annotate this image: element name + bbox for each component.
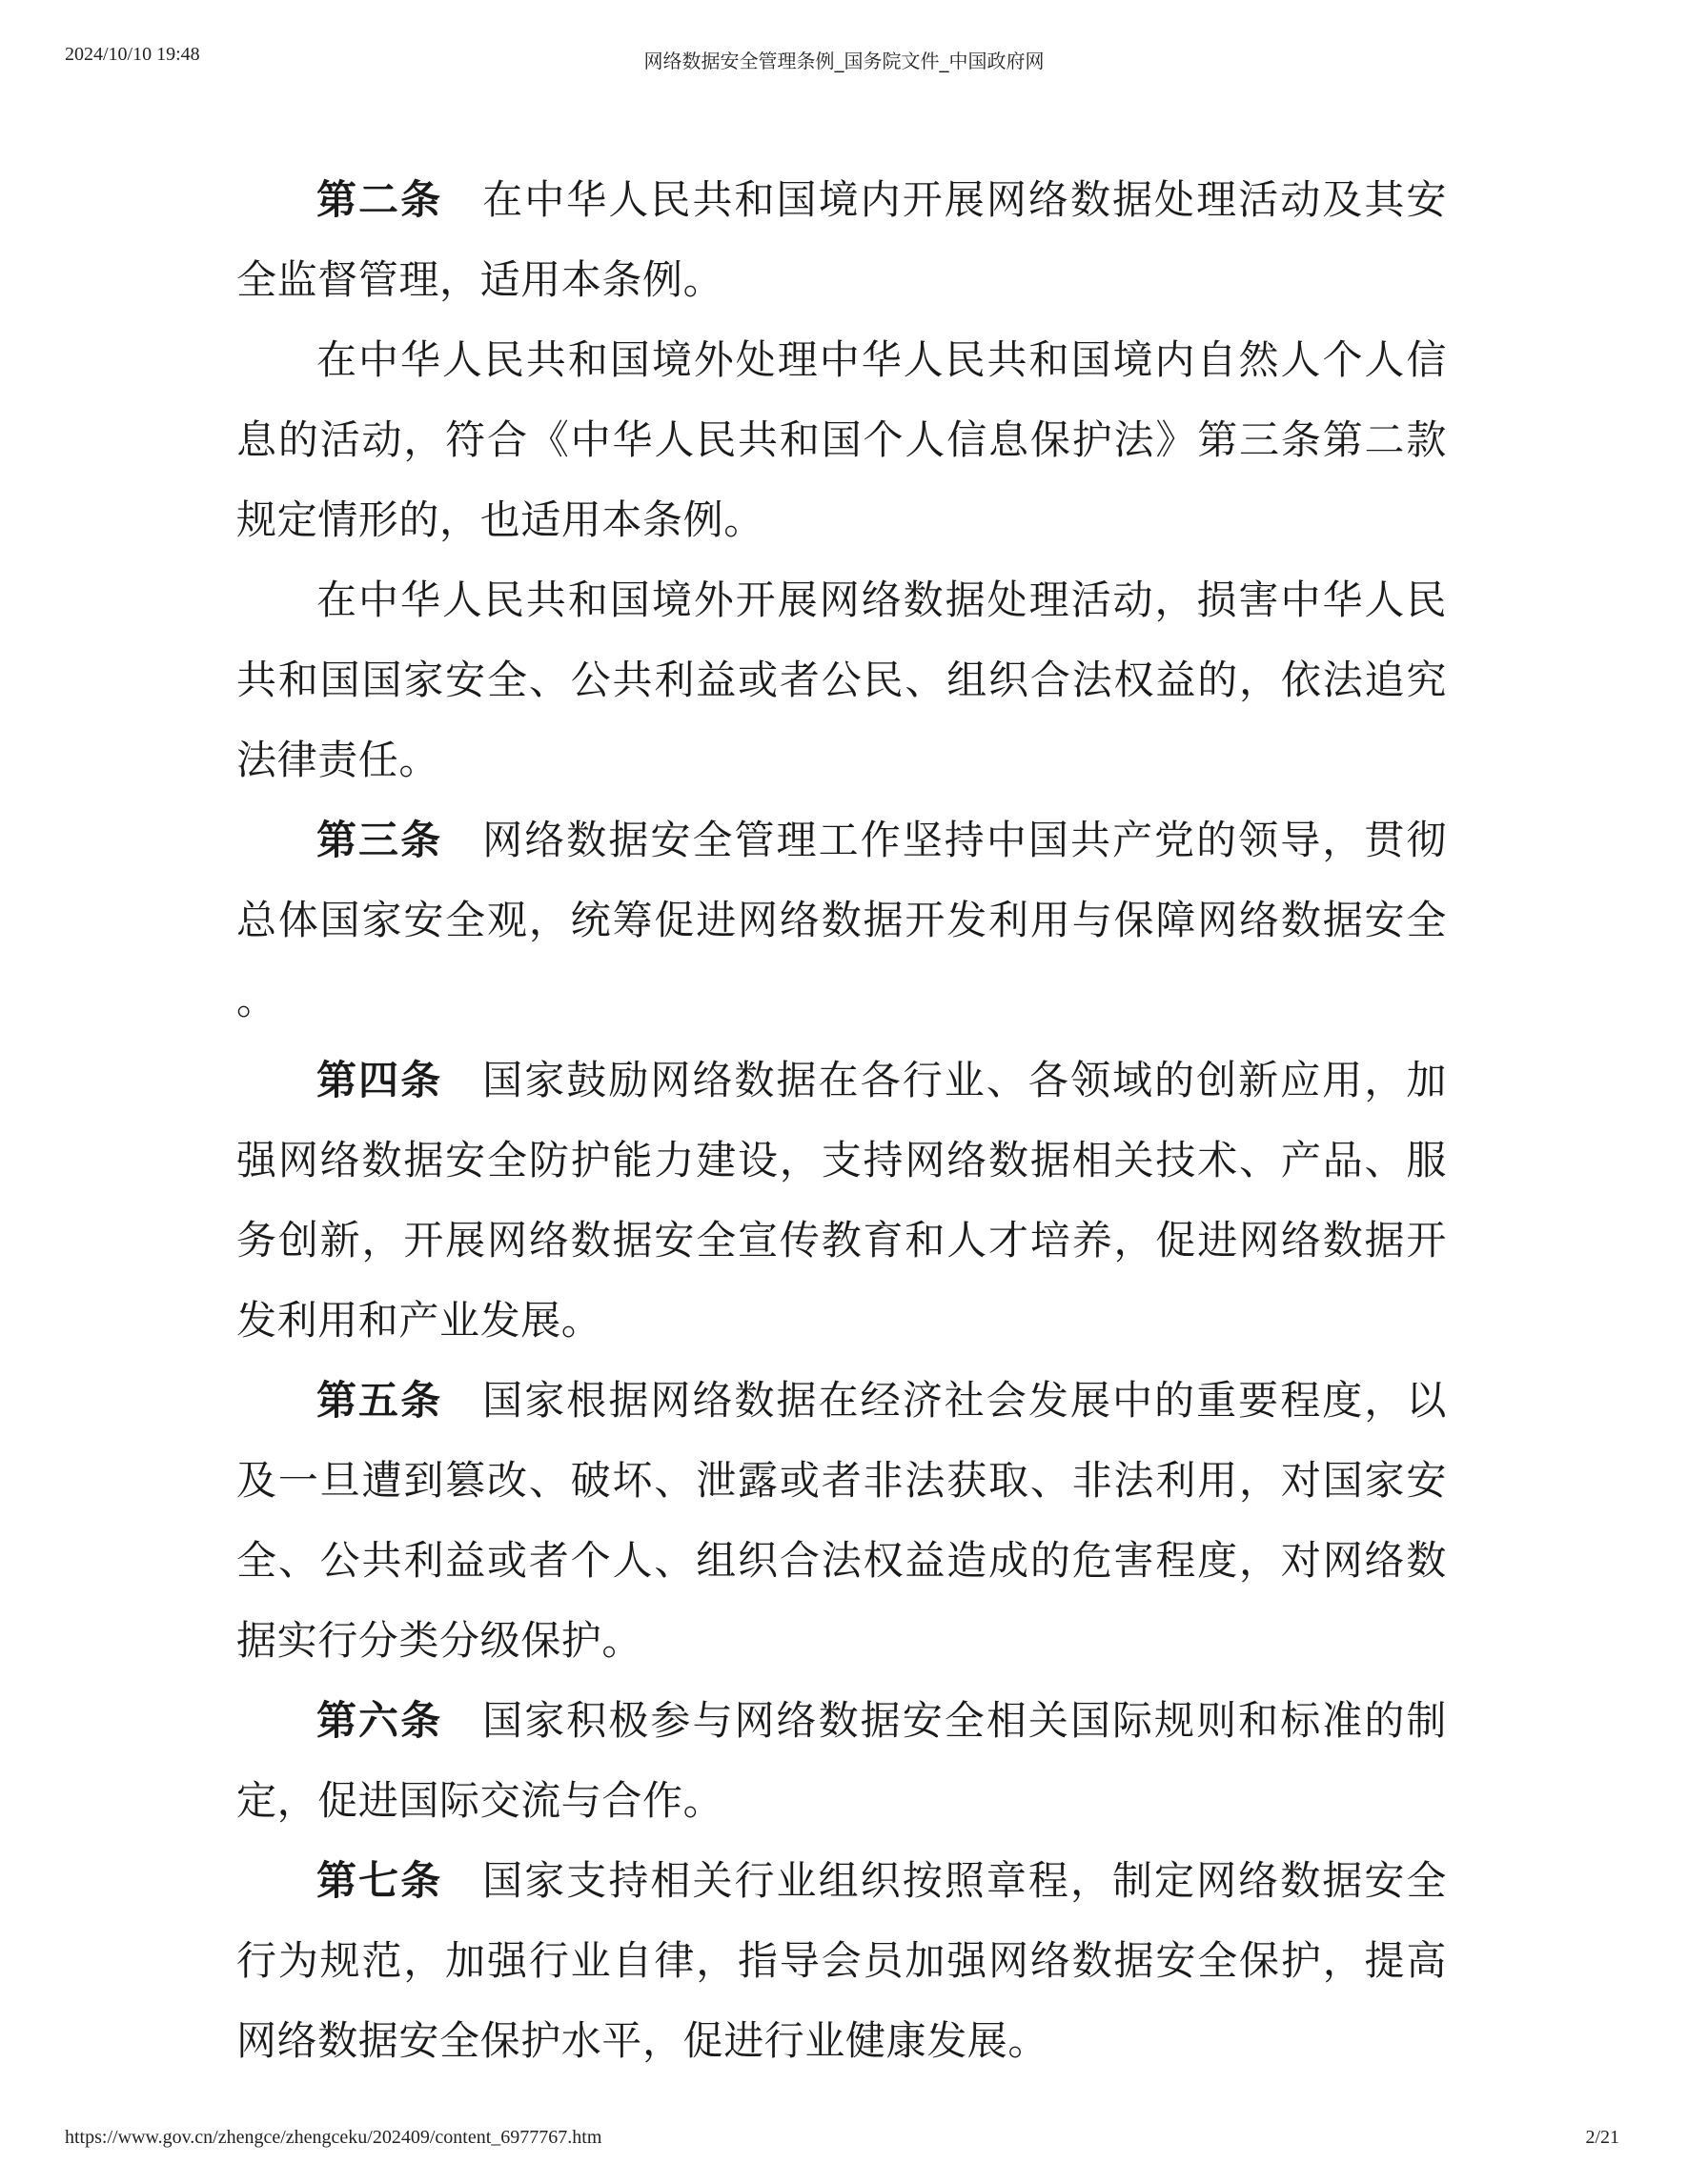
paragraph-article-6: [236, 1681, 1447, 1841]
paragraph-text: 国家支持相关行业组织按照章程，制定网络数据安全行为规范，加强行业自律，指导会员加强网络数据安全保护，提高网络数据安全保护水平，促进行业健康发展。: [236, 1857, 1447, 2064]
page-number: 2/21: [1585, 2127, 1619, 2148]
paragraph-article-4: [236, 1041, 1447, 1361]
article-number: 第七条: [316, 1857, 443, 1904]
article-number: 第六条: [316, 1697, 443, 1744]
document-title: 网络数据安全管理条例_国务院文件_中国政府网: [643, 50, 1045, 72]
article-number: 第五条: [316, 1377, 443, 1424]
paragraph-text: 国家根据网络数据在经济社会发展中的重要程度，以及一旦遭到篡改、破坏、泄露或者非法获取、非法利用，对国家安全、公共利益或者个人、组织合法权益造成的危害程度，对网络数据实行分类分级保护。: [236, 1377, 1447, 1664]
article-number: 第二条: [316, 176, 443, 223]
paragraph-text: 在中华人民共和国境外开展网络数据处理活动，损害中华人民共和国国家安全、公共利益或者公民、组织合法权益的，依法追究法律责任。: [236, 576, 1447, 783]
paragraph-article-7: [236, 1841, 1447, 2081]
paragraph-article-2-clause-3: [236, 560, 1447, 800]
paragraph-text: 国家积极参与网络数据安全相关国际规则和标准的制定，促进国际交流与合作。: [236, 1697, 1447, 1824]
paragraph-text: 在中华人民共和国境内开展网络数据处理活动及其安全监督管理，适用本条例。: [236, 176, 1447, 303]
paragraph-text: 在中华人民共和国境外处理中华人民共和国境内自然人个人信息的活动，符合《中华人民共和国个人信息保护法》第三条第二款规定情形的，也适用本条例。: [236, 336, 1447, 543]
paragraph-article-2-clause-2: [236, 320, 1447, 560]
paragraph-text: 国家鼓励网络数据在各行业、各领域的创新应用，加强网络数据安全防护能力建设，支持网络数据相关技术、产品、服务创新，开展网络数据安全宣传教育和人才培养，促进网络数据开发利用和产业发展。: [236, 1057, 1447, 1344]
paragraph-text: 网络数据安全管理工作坚持中国共产党的领导，贯彻总体国家安全观，统筹促进网络数据开发利用与保障网络数据安全。: [236, 817, 1447, 1023]
print-datetime: 2024/10/10 19:48: [65, 44, 200, 65]
article-number: 第四条: [316, 1057, 443, 1103]
page-url: https://www.gov.cn/zhengce/zhengceku/202409/content_6977767.htm: [65, 2127, 602, 2148]
document-body: [236, 160, 1447, 2081]
article-number: 第三条: [316, 817, 443, 863]
paragraph-article-5: [236, 1361, 1447, 1681]
paragraph-article-2: [236, 160, 1447, 320]
paragraph-article-3: [236, 800, 1447, 1041]
